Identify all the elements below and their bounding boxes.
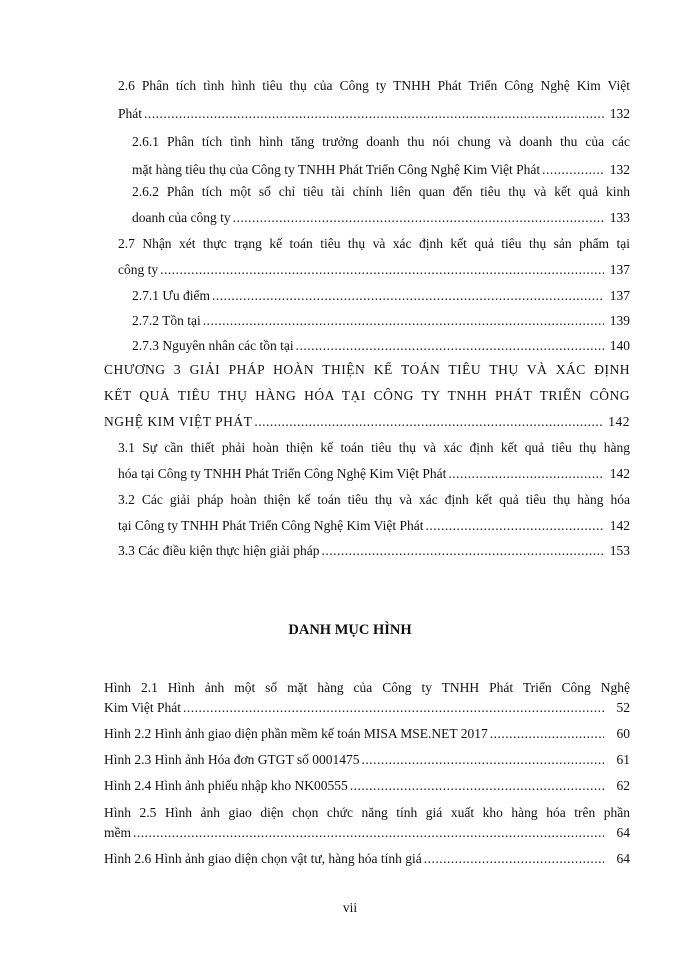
dot-leader [183, 700, 604, 716]
toc-page-number: 142 [609, 466, 630, 481]
toc-page-number: 137 [609, 262, 630, 277]
toc-entry-line: 3.1 Sự cần thiết phải hoàn thiện kế toán tiêu thụ và xác định kết quả tiêu thụ hàng [118, 440, 630, 455]
toc-entry-text: công ty [118, 262, 159, 277]
page-number: vii [342, 900, 358, 915]
dot-leader [362, 752, 605, 768]
toc-entry-text: doanh của công ty [132, 210, 231, 225]
figure-entry-text: Kim Việt Phát [104, 700, 181, 715]
toc-entry-last-line [132, 210, 630, 226]
toc-entry-last-line [132, 313, 630, 329]
figure-entry-text: Hình 2.3 Hình ảnh Hóa đơn GTGT số 0001475 [104, 752, 360, 767]
toc-entry-last-line [132, 338, 630, 354]
toc-page-number: 132 [609, 106, 630, 121]
toc-entry-line: 2.6.1 Phân tích tình hình tăng trưởng doanh thu nói chung và doanh thu của các [132, 134, 630, 149]
toc-entry-last-line [104, 414, 630, 430]
toc-entry-last-line [118, 466, 630, 482]
toc-entry-text: mặt hàng tiêu thụ của Công ty TNHH Phát Triển Công Nghệ Kim Việt Phát [132, 162, 541, 177]
figure-page-number: 52 [616, 700, 630, 715]
figure-entry-last-line [104, 825, 630, 841]
toc-entry-last-line [118, 262, 630, 278]
dot-leader [233, 210, 604, 226]
toc-page-number: 139 [609, 313, 630, 328]
figure-entry-text: Hình 2.2 Hình ảnh giao diện phần mềm kế toán MISA MSE.NET 2017 [104, 726, 488, 741]
toc-entry-last-line [118, 543, 630, 559]
toc-page-number: 140 [609, 338, 630, 353]
figure-entry-text: mềm [104, 825, 131, 840]
toc-entry-line: CHƯƠNG 3 GIẢI PHÁP HOÀN THIỆN KẾ TOÁN TIÊU THỤ VÀ XÁC ĐỊNH [104, 362, 630, 377]
toc-entry-last-line [132, 162, 630, 178]
dot-leader [133, 825, 604, 841]
toc-entry-text: 3.3 Các điều kiện thực hiện giải pháp [118, 543, 320, 558]
toc-entry-last-line [132, 288, 630, 304]
dot-leader [160, 262, 604, 278]
figure-entry-last-line [104, 700, 630, 716]
figure-page-number: 64 [616, 851, 630, 866]
toc-entry-last-line [118, 518, 630, 534]
toc-entry-text: hóa tại Công ty TNHH Phát Triển Công Nghệ Kim Việt Phát [118, 466, 447, 481]
figure-entry-line: Hình 2.5 Hình ảnh giao diện chọn chức năng tính giá xuất kho hàng hóa trên phần [104, 805, 630, 820]
toc-page-number: 153 [609, 543, 630, 558]
figure-page-number: 61 [616, 752, 630, 767]
dot-leader [322, 543, 604, 559]
toc-entry-line: 3.2 Các giải pháp hoàn thiện kế toán tiêu thụ và xác định kết quả tiêu thụ hàng hóa [118, 492, 630, 507]
dot-leader [254, 414, 604, 430]
toc-entry-line: KẾT QUẢ TIÊU THỤ HÀNG HÓA TẠI CÔNG TY TNHH PHÁT TRIỂN CÔNG [104, 388, 630, 403]
dot-leader [490, 726, 604, 742]
toc-page-number: 133 [609, 210, 630, 225]
dot-leader [425, 518, 604, 534]
dot-leader [350, 778, 604, 794]
toc-page-number: 132 [609, 162, 630, 177]
figure-entry-text: Hình 2.6 Hình ảnh giao diện chọn vật tư, hàng hóa tính giá [104, 851, 422, 866]
figure-entry-last-line [104, 851, 630, 867]
figure-page-number: 60 [616, 726, 630, 741]
dot-leader [296, 338, 604, 354]
toc-entry-text: 2.7.1 Ưu điểm [132, 288, 210, 303]
toc-entry-text: 2.7.3 Nguyên nhân các tồn tại [132, 338, 294, 353]
toc-entry-line: 2.7 Nhận xét thực trạng kế toán tiêu thụ và xác định kết quả tiêu thụ sản phẩm tại [118, 236, 630, 251]
figure-entry-line: Hình 2.1 Hình ảnh một số mặt hàng của Công ty TNHH Phát Triển Công Nghệ [104, 680, 630, 695]
toc-entry-text: tại Công ty TNHH Phát Triển Công Nghệ Kim Việt Phát [118, 518, 424, 533]
toc-entry-text: Phát [118, 106, 143, 121]
dot-leader [542, 162, 604, 178]
dot-leader [448, 466, 604, 482]
figure-entry-last-line [104, 778, 630, 794]
toc-entry-text: NGHỆ KIM VIỆT PHÁT [104, 414, 253, 429]
toc-entry-last-line [118, 106, 630, 122]
dot-leader [203, 313, 604, 329]
toc-page-number: 142 [608, 414, 630, 429]
figure-page-number: 62 [616, 778, 630, 793]
figures-heading: DANH MỤC HÌNH [288, 622, 412, 638]
toc-entry-line: 2.6 Phân tích tình hình tiêu thụ của Công ty TNHH Phát Triển Công Nghệ Kim Việt [118, 78, 630, 93]
dot-leader [144, 106, 604, 122]
toc-page-number: 142 [609, 518, 630, 533]
toc-entry-text: 2.7.2 Tồn tại [132, 313, 201, 328]
dot-leader [424, 851, 604, 867]
toc-page-number: 137 [609, 288, 630, 303]
toc-entry-line: 2.6.2 Phân tích một số chỉ tiêu tài chính liên quan đến tiêu thụ và kết quả kinh [132, 184, 630, 199]
dot-leader [212, 288, 604, 304]
figure-entry-last-line [104, 726, 630, 742]
figure-page-number: 64 [616, 825, 630, 840]
figure-entry-text: Hình 2.4 Hình ảnh phiếu nhập kho NK00555 [104, 778, 348, 793]
figure-entry-last-line [104, 752, 630, 768]
